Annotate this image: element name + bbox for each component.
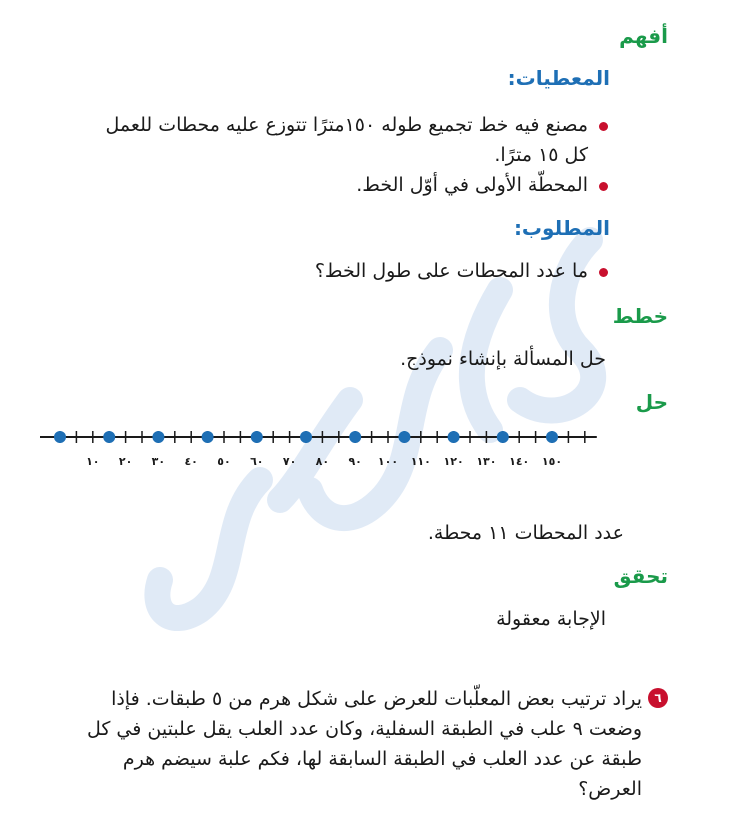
required-heading: المطلوب: — [513, 216, 610, 240]
section-heading-check: تحقق — [613, 564, 668, 588]
number-line-tick-label: ٨٠ — [315, 455, 330, 468]
section-heading-plan: خطط — [612, 304, 668, 328]
givens-list — [90, 110, 610, 200]
number-line — [40, 420, 600, 480]
number-line-tick-label: ٦٠ — [250, 455, 264, 468]
number-line-tick-label: ٢٠ — [118, 455, 133, 468]
givens-item: مصنع فيه خط تجميع طوله ١٥٠مترًا تتوزع عليه محطات للعمل كل ١٥ مترًا. — [90, 110, 610, 170]
station-point — [448, 431, 460, 443]
givens-item: المحطّة الأولى في أوّل الخط. — [90, 170, 610, 200]
number-line-tick-label: ١٣٠ — [476, 455, 497, 468]
station-point — [251, 431, 263, 443]
number-line-tick-label: ٧٠ — [282, 455, 297, 468]
number-line-tick-label: ٩٠ — [348, 455, 362, 468]
required-list — [90, 256, 610, 286]
section-heading-solve: حل — [635, 390, 668, 414]
plan-text: حل المسألة بإنشاء نموذج. — [400, 348, 606, 370]
number-line-tick-label: ١٢٠ — [443, 455, 464, 468]
required-item: ما عدد المحطات على طول الخط؟ — [90, 256, 610, 286]
exercise-number-badge: ٦ — [648, 688, 668, 708]
number-line-tick-label: ١٠ — [86, 455, 100, 468]
station-point — [300, 431, 312, 443]
station-point — [54, 431, 66, 443]
solve-result: عدد المحطات ١١ محطة. — [427, 522, 624, 544]
number-line-tick-label: ١٥٠ — [541, 455, 563, 468]
number-line-tick-label: ٣٠ — [151, 455, 166, 468]
station-point — [398, 431, 410, 443]
station-point — [202, 431, 214, 443]
station-point — [497, 431, 509, 443]
number-line-tick-label: ٤٠ — [184, 455, 198, 468]
givens-heading: المعطيات: — [507, 66, 610, 90]
station-point — [103, 431, 115, 443]
number-line-tick-label: ١١٠ — [410, 455, 431, 468]
section-heading-understand: أفهم — [619, 24, 668, 48]
exercise-text: يراد ترتيب بعض المعلّبات للعرض على شكل هرم من ٥ طبقات. فإذا وضعت ٩ علب في الطبقة السفلية، وكان عدد العلب يقل علبتين في كل طبقة عن عدد العلب في الطبقة السابقة لها، فكم علبة سيضم هرم العرض؟ — [86, 688, 642, 800]
station-point — [546, 431, 558, 443]
number-line-tick-label: ١٠٠ — [377, 455, 399, 468]
station-point — [152, 431, 164, 443]
check-text: الإجابة معقولة — [496, 608, 606, 630]
station-point — [349, 431, 361, 443]
number-line-tick-label: ١٤٠ — [509, 455, 530, 468]
number-line-tick-label: ٥٠ — [217, 455, 231, 468]
exercise-block — [78, 684, 668, 804]
